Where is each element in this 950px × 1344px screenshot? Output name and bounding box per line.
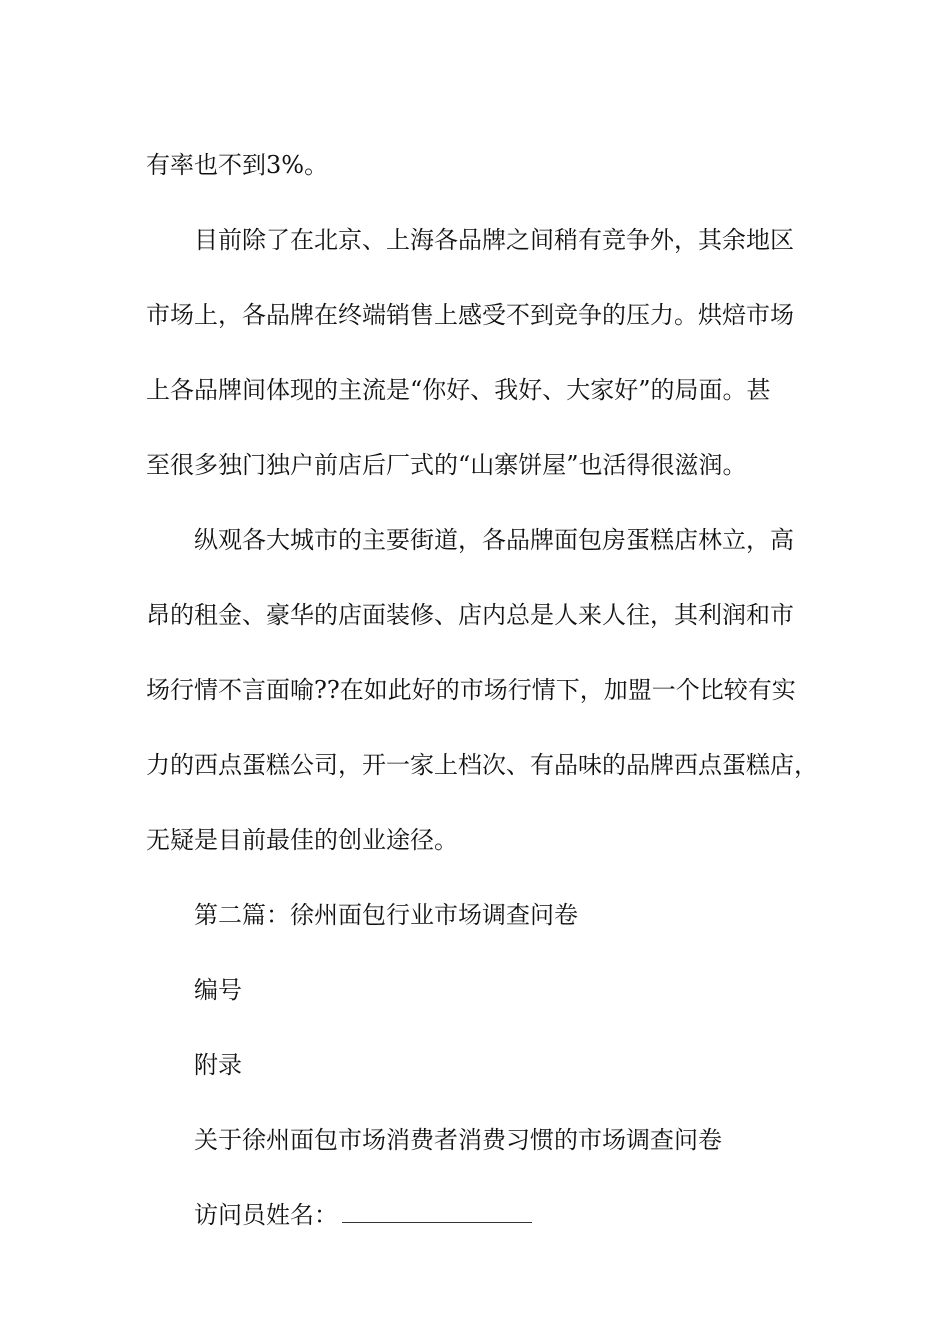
interviewer-row bbox=[146, 1178, 806, 1253]
text-line: 目前除了在北京、上海各品牌之间稍有竞争外，其余地区 bbox=[194, 226, 794, 254]
paragraph-3 bbox=[146, 503, 818, 878]
appendix-label: 附录 bbox=[194, 1051, 242, 1079]
text-line: 有率也不到3%。 bbox=[146, 151, 329, 179]
text-line: 至很多独门独户前店后厂式的“山寨饼屋”也活得很滋润。 bbox=[146, 451, 747, 479]
text-line: 纵观各大城市的主要街道，各品牌面包房蛋糕店林立，高 bbox=[194, 526, 794, 554]
interviewer-name-blank[interactable] bbox=[342, 1202, 532, 1223]
text-line: 市场上，各品牌在终端销售上感受不到竞争的压力。烘焙市场 bbox=[146, 301, 794, 329]
paragraph-2 bbox=[146, 203, 806, 503]
section-title: 第二篇：徐州面包行业市场调查问卷 bbox=[194, 901, 578, 929]
document-body bbox=[146, 128, 818, 1253]
interviewer-label: 访问员姓名： bbox=[194, 1201, 338, 1229]
text-line: 无疑是目前最佳的创业途径。 bbox=[146, 826, 458, 854]
text-line: 昂的租金、豪华的店面装修、店内总是人来人往，其利润和市 bbox=[146, 601, 794, 629]
text-line: 力的西点蛋糕公司，开一家上档次、有品味的品牌西点蛋糕店， bbox=[146, 751, 818, 779]
text-line: 场行情不言面喻??在如此好的市场行情下，加盟一个比较有实 bbox=[146, 676, 796, 704]
paragraph-1 bbox=[146, 128, 806, 203]
number-label: 编号 bbox=[194, 976, 242, 1004]
text-line: 上各品牌间体现的主流是“你好、我好、大家好”的局面。甚 bbox=[146, 376, 771, 404]
survey-title: 关于徐州面包市场消费者消费习惯的市场调查问卷 bbox=[194, 1126, 722, 1154]
